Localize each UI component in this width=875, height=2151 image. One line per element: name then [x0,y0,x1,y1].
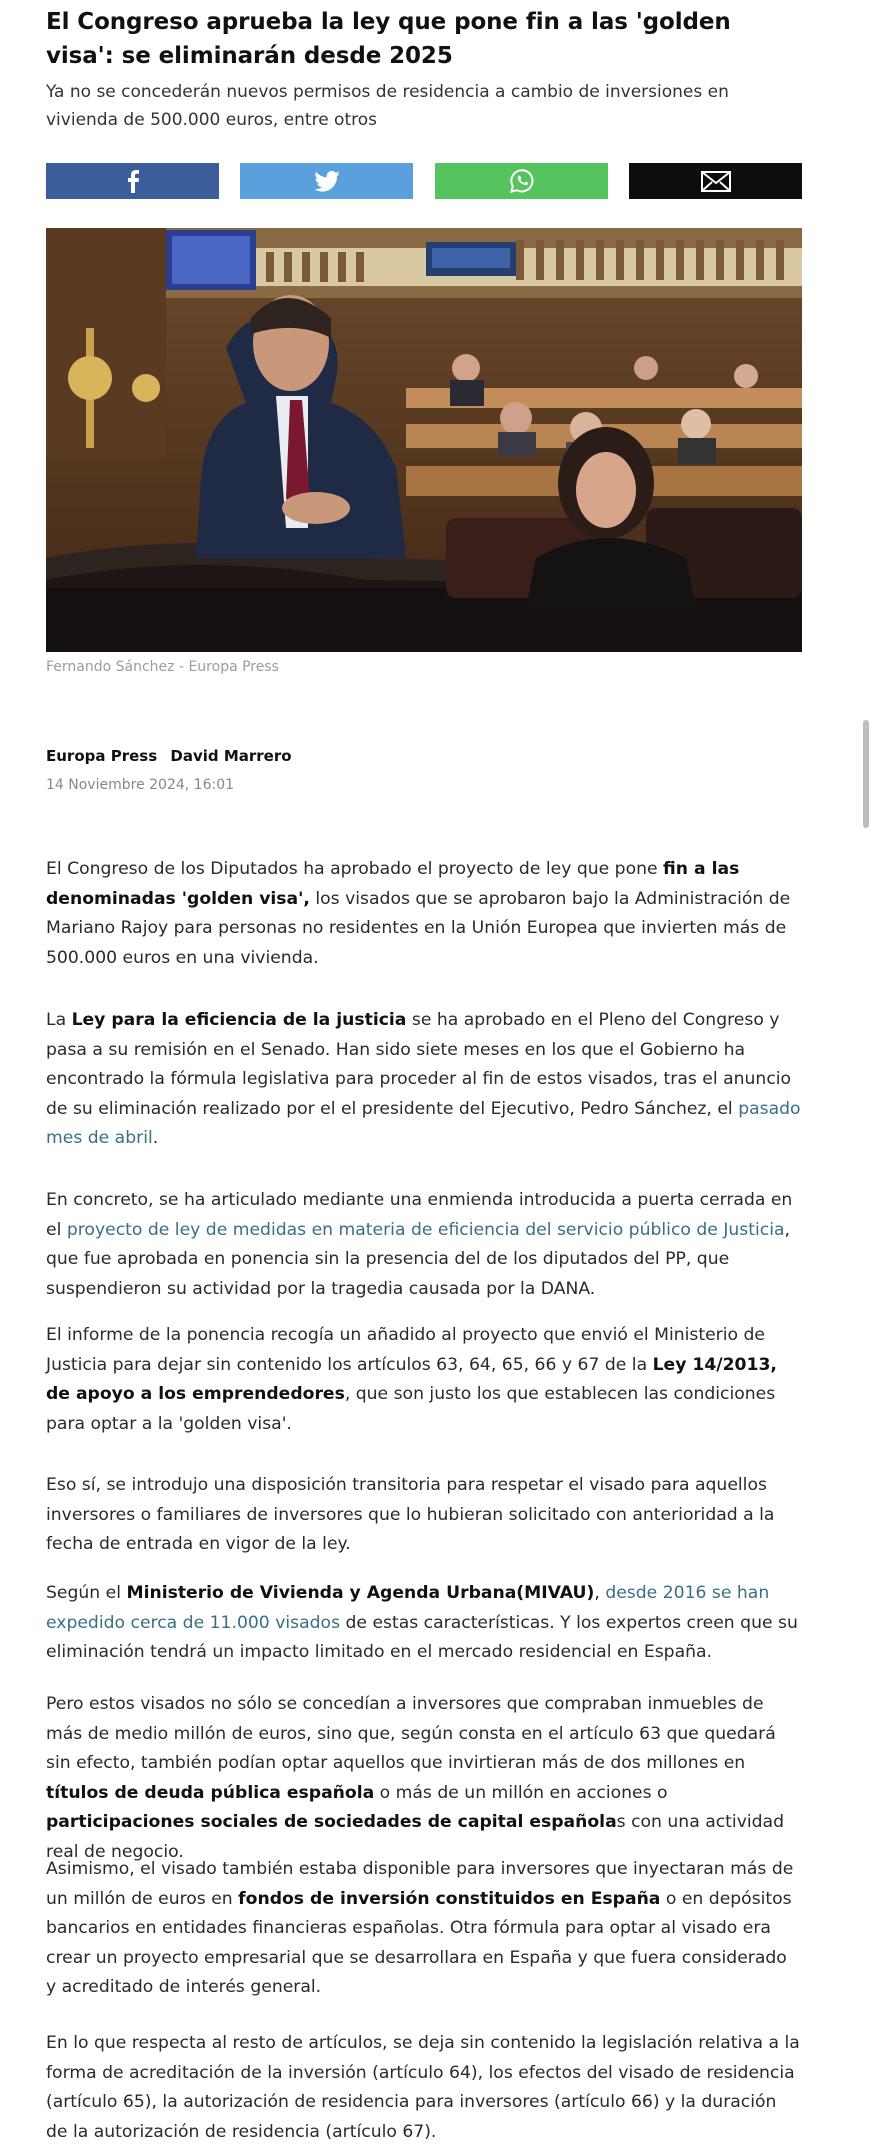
bold-text: Ley para la eficiencia de la justicia [71,1010,407,1030]
bold-text: títulos de deuda pública española [46,1782,375,1803]
byline-agency-link[interactable]: Europa Press [46,747,158,765]
paragraph-2: La Ley para la eficiencia de la justicia se ha aprobado en el Pleno del Congreso y pasa a su remisión en el Senado. Han sido siete meses en los que el Gobierno ha encontrado la fórmula legislativa para proceder al fin de estos visados, tras el anuncio de su eliminación realizado por el el presidente del Ejecutivo, Pedro Sánchez, el pasado mes de abril. [46,1010,801,1148]
mail-icon [701,171,731,192]
share-mail-button[interactable] [629,163,802,199]
paragraph-3: En concreto, se ha articulado mediante una enmienda introducida a puerta cerrada en el proyecto de ley de medidas en materia de eficiencia del servicio público de Justicia, que fue aprobada en ponencia sin la presencia del de los diputados del PP, que suspendieron su actividad por la tragedia causada por la DANA. [46,1190,793,1299]
photo-credit: Fernando Sánchez - Europa Press [46,659,279,675]
scrollbar-thumb[interactable] [863,720,869,828]
paragraph-9: En lo que respecta al resto de artículos, se deja sin contenido la legislación relativa a la forma de acreditación de la inversión (artículo 64), los efectos del visado de residencia (artículo 65), la autorización de residencia para inversores (artículo 66) y la duración de la autorización de residencia (artículo 67). [46,2033,800,2142]
twitter-icon [314,171,340,192]
share-bar [46,163,802,199]
paragraph-4: El informe de la ponencia recogía un añadido al proyecto que envió el Ministerio de Justicia para dejar sin contenido los artículos 63, 64, 65, 66 y 67 de la Ley 14/2013, de apoyo a los emprendedores, que son justo los que establecen las condiciones para optar a la 'golden visa'. [46,1325,777,1434]
share-twitter-button[interactable] [240,163,413,199]
link-proyecto-de-ley[interactable]: proyecto de ley de medidas en materia de eficiencia del servicio público de Justicia [66,1219,785,1240]
paragraph-5: Eso sí, se introdujo una disposición transitoria para respetar el visado para aquellos inversores o familiares de inversores que lo hubieran solicitado con anterioridad a la fecha de entrada en vigor de la ley. [46,1475,775,1554]
bold-text: fin a las denominadas 'golden visa', [46,859,740,909]
bold-text: participaciones sociales de sociedades de capital española [46,1812,617,1832]
facebook-icon [126,169,140,193]
paragraph-1: El Congreso de los Diputados ha aprobado el proyecto de ley que pone fin a las denominadas 'golden visa', los visados que se aprobaron bajo la Administración de Mariano Rajoy para personas no residentes en la Unión Europea que invierten más de 500.000 euros en una vivienda. [46,859,791,968]
byline [46,745,292,767]
paragraph-8: Asimismo, el visado también estaba disponible para inversores que inyectaran más de un millón de euros en fondos de inversión constituidos en España o en depósitos bancarios en entidades financieras españolas. Otra fórmula para optar al visado era crear un proyecto empresarial que se desarrollara en España y que fuera considerado y acreditado de interés general. [46,1859,794,1997]
share-facebook-button[interactable] [46,163,219,199]
subtitle: Ya no se concederán nuevos permisos de residencia a cambio de inversiones en vivienda de 500.000 euros, entre otros [46,82,729,130]
publish-date: 14 Noviembre 2024, 16:01 [46,777,235,793]
byline-author-link[interactable]: David Marrero [170,747,292,765]
paragraph-6: Según el Ministerio de Vivienda y Agenda Urbana(MIVAU), desde 2016 se han expedido cerca de 11.000 visados de estas características. Y los expertos creen que su eliminación tendrá un impacto limitado en el mercado residencial en España. [46,1583,798,1662]
bold-text: fondos de inversión constituidos en España [238,1888,661,1909]
paragraph-7: Pero estos visados no sólo se concedían a inversores que compraban inmuebles de más de medio millón de euros, sino que, según consta en el artículo 63 que quedará sin efecto, también podían optar aquellos que invirtieran más de dos millones en títulos de deuda pública española o más de un millón en acciones o participaciones sociales de sociedades de capital españolas con una actividad real de negocio. [46,1694,784,1862]
article [46,0,802,2142]
bold-text: Ley 14/2013, de apoyo a los emprendedores [46,1354,777,1404]
bold-text: Ministerio de Vivienda y Agenda Urbana(MIVAU) [126,1583,595,1603]
link-pasado-mes-de-abril[interactable]: pasado mes de abril [46,1098,801,1148]
share-whatsapp-button[interactable] [435,163,608,199]
link-visados-expedidos[interactable]: desde 2016 se han expedido cerca de 11.000 visados [46,1583,770,1633]
article-photo [46,228,802,652]
headline: El Congreso aprueba la ley que pone fin a las 'golden visa': se eliminarán desde 2025 [46,9,731,69]
whatsapp-icon [509,168,535,194]
